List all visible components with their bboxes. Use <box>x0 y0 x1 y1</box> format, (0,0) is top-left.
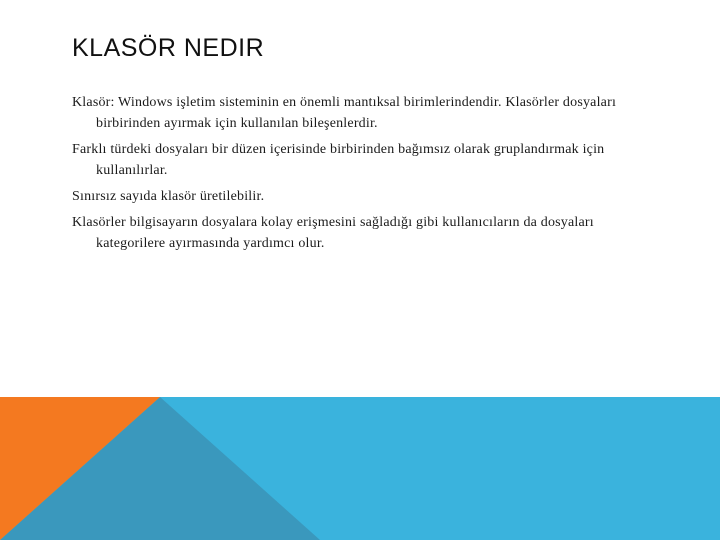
paragraph-grouping: Farklı türdeki dosyaları bir düzen içerisinde birbirinden bağımsız olarak gruplandırmak için kullanılırlar. <box>72 142 605 178</box>
paragraph-definition: Klasör: Windows işletim sisteminin en önemli mantıksal birimlerindendir. Klasörler dosyaları birbirinden ayırmak için kullanılan bileşenlerdir. <box>72 95 617 131</box>
slide-title: KLASÖR NEDIR <box>72 34 265 62</box>
paragraph-benefits: Klasörler bilgisayarın dosyalara kolay erişmesini sağladığı gibi kullanıcıların da dosyaları kategorilere ayırmasında yardımcı olur. <box>72 215 594 251</box>
paragraph-unlimited: Sınırsız sayıda klasör üretilebilir. <box>72 189 265 204</box>
